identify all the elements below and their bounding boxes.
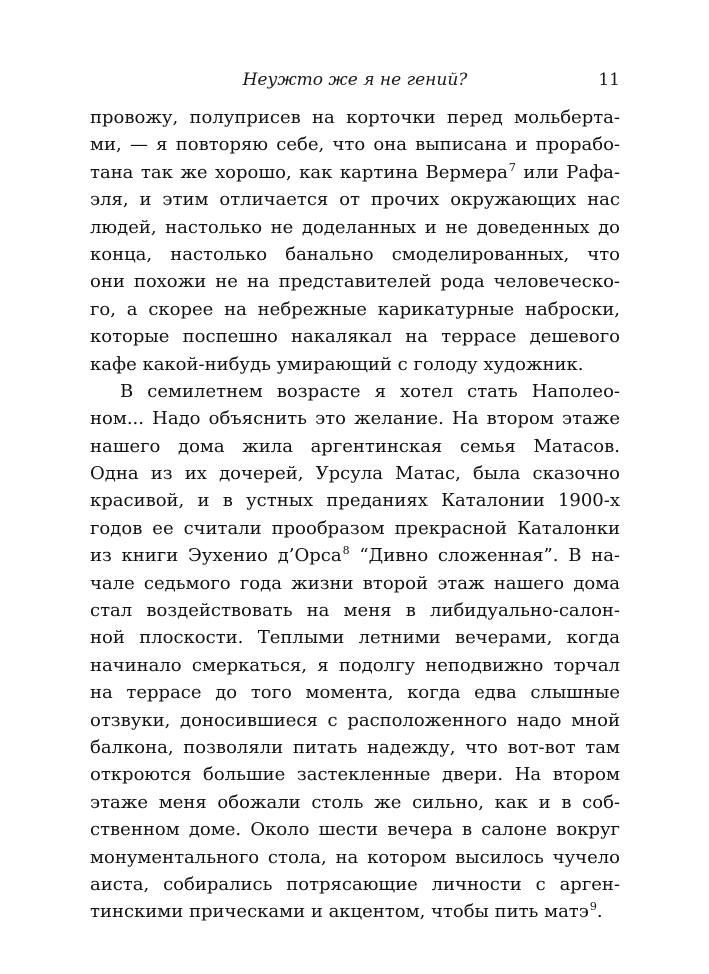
- footnote-marker-8[interactable]: 8: [342, 544, 350, 558]
- footnote-marker-7[interactable]: 7: [508, 160, 516, 174]
- text-line: красивой, и в устных преданиях Каталонии 1900-х: [90, 490, 620, 512]
- text-line: монументального стола, на котором высилось чучело: [90, 846, 620, 868]
- text-line: годов ее считали прообразом прекрасной Каталонки: [90, 517, 620, 539]
- text-line: конца, настолько банально смоделированных, что: [90, 243, 620, 265]
- running-head: [90, 68, 620, 98]
- text-line: [90, 542, 620, 569]
- text-line: кафе какой-нибудь умирающий с голоду художник.: [90, 353, 584, 375]
- text-fragment: тинскими прическами и акцентом, чтобы пить матэ: [90, 901, 589, 923]
- paragraph-1: [90, 104, 620, 378]
- footnote-marker-9[interactable]: 9: [589, 900, 597, 914]
- text-line: [90, 159, 620, 186]
- text-line: Одна из их дочерей, Урсула Матас, была сказочно: [90, 463, 620, 485]
- text-line: начинало смеркаться, я подолгу неподвижно торчал: [90, 654, 620, 676]
- text-line: [90, 898, 620, 925]
- text-line: откроются большие застекленные двери. На втором: [90, 764, 620, 786]
- running-title: Неужто же я не гений?: [242, 70, 468, 90]
- text-line: стал воздействовать на меня в либидуально-салон-: [90, 600, 620, 622]
- text-fragment: из книги Эухенио д’Орса: [90, 545, 342, 567]
- text-fragment: тана так же хорошо, как картина Вермера: [90, 161, 508, 183]
- body-text: [90, 104, 620, 926]
- page-number: 11: [598, 70, 620, 90]
- text-line: эля, и этим отличается от прочих окружающих нас: [90, 189, 620, 211]
- text-line: которые поспешно накалякал на террасе дешевого: [90, 326, 620, 348]
- text-line: провожу, полуприсев на корточки перед мольберта-: [90, 107, 620, 128]
- text-line: ном... Надо объяснить это желание. На втором этаже: [90, 408, 620, 430]
- text-line: на террасе до того момента, когда едва слышные: [90, 682, 620, 704]
- text-line: нашего дома жила аргентинская семья Матасов.: [90, 435, 620, 457]
- text-line: го, а скорее на небрежные карикатурные наброски,: [90, 298, 620, 320]
- text-line: ной плоскости. Теплыми летними вечерами, когда: [90, 627, 620, 649]
- text-line: они похожи не на представителей рода человеческо-: [90, 271, 620, 293]
- text-line: аиста, собирались потрясающие личности с арген-: [90, 873, 620, 895]
- text-line: чале седьмого года жизни второй этаж нашего дома: [90, 572, 620, 594]
- paragraph-2: [90, 378, 620, 926]
- text-line: ственном доме. Около шести вечера в салоне вокруг: [90, 819, 620, 841]
- text-line: балкона, позволяли питать надежду, что вот-вот там: [90, 736, 620, 758]
- text-line: этаже меня обожали столь же сильно, как и в соб-: [90, 791, 620, 813]
- text-line: отзвуки, доносившиеся с расположенного надо мной: [90, 709, 620, 731]
- text-line: ми, — я повторяю себе, что она выписана и прорабо-: [90, 134, 620, 156]
- text-fragment: “Дивно сложенная”. В на-: [349, 545, 621, 567]
- text-line: В семилетнем возрасте я хотел стать Наполео-: [120, 380, 620, 402]
- text-fragment: .: [596, 901, 603, 923]
- text-fragment: или Рафа-: [515, 161, 620, 183]
- text-line: людей, настолько не доделанных и не доведенных до: [90, 216, 620, 238]
